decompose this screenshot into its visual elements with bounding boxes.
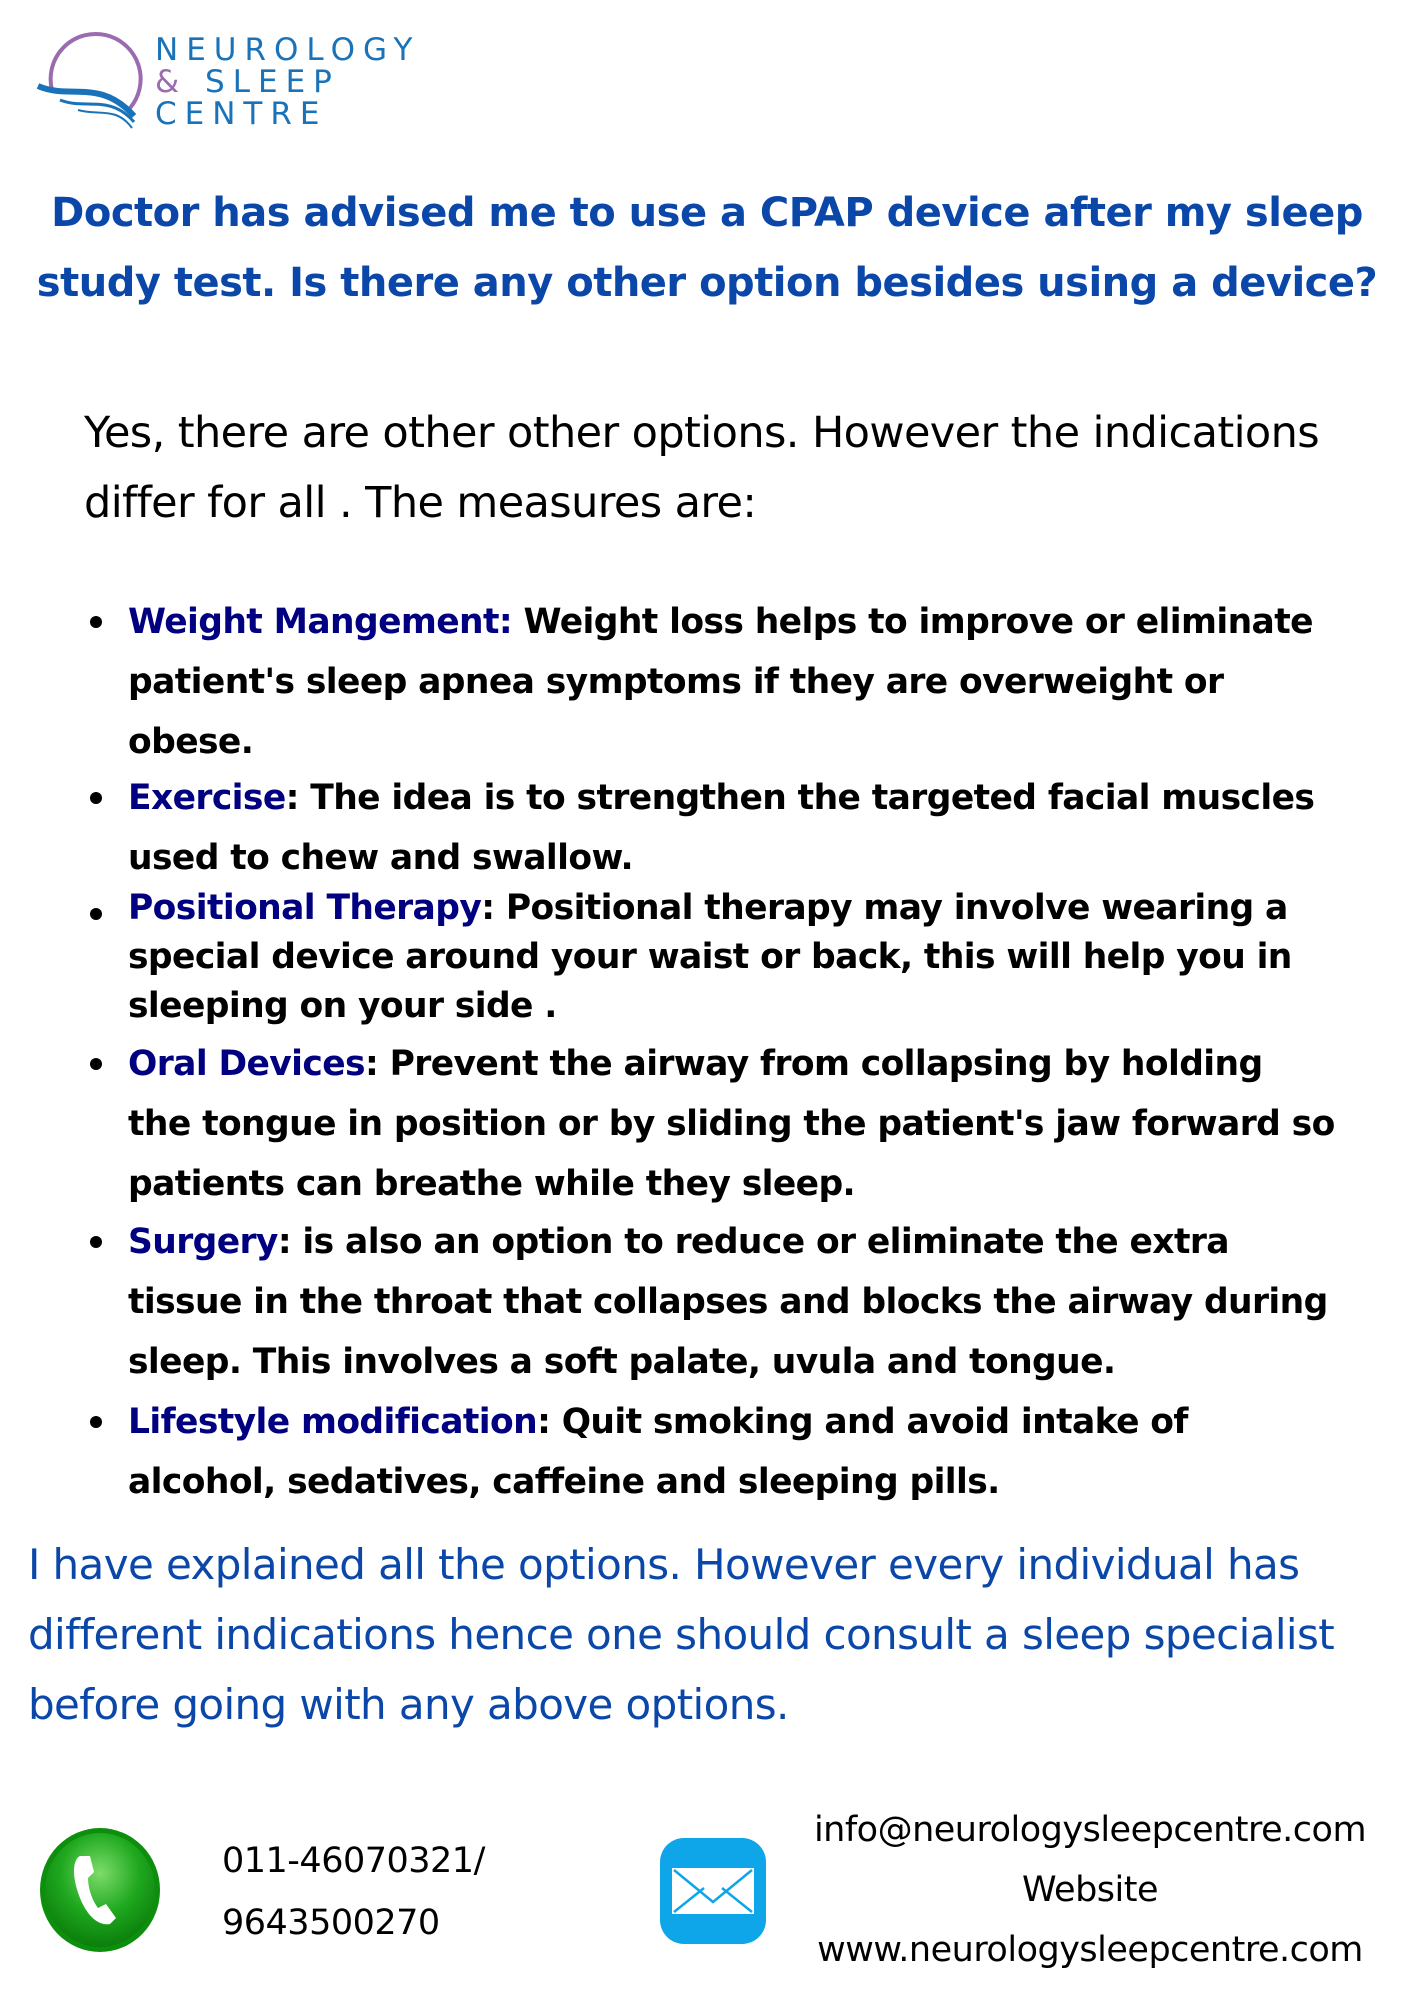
title-line-2: study test. Is there any other option besides using a device? bbox=[36, 260, 1378, 306]
intro-line-2: differ for all . The measures are: bbox=[84, 478, 757, 528]
logo-sleep-word: SLEEP bbox=[205, 64, 340, 100]
list-item-surgery bbox=[128, 1212, 1348, 1392]
measure-text: : The idea is to strengthen the targeted facial muscles bbox=[285, 778, 1315, 818]
measure-text: sleep. This involves a soft palate, uvula and tongue. bbox=[128, 1342, 1116, 1382]
closing-line-3: before going with any above options. bbox=[28, 1680, 789, 1729]
measure-text: : is also an option to reduce or eliminate the extra bbox=[277, 1222, 1229, 1262]
measure-text: special device around your waist or back, this will help you in bbox=[128, 937, 1292, 977]
phone-number-1[interactable]: 011-46070321/ bbox=[222, 1841, 485, 1881]
measure-text: used to chew and swallow. bbox=[128, 838, 634, 878]
measure-text: the tongue in position or by sliding the patient's jaw forward so bbox=[128, 1104, 1335, 1144]
measure-text: : Positional therapy may involve wearing a bbox=[481, 888, 1288, 928]
list-item-weight-management bbox=[128, 592, 1348, 772]
measure-text: alcohol, sedatives, caffeine and sleeping pills. bbox=[128, 1462, 1000, 1502]
list-item-exercise bbox=[128, 768, 1348, 888]
phone-numbers bbox=[222, 1830, 485, 1954]
page-title bbox=[20, 178, 1394, 318]
measure-text: tissue in the throat that collapses and blocks the airway during bbox=[128, 1282, 1328, 1322]
website-link[interactable]: www.neurologysleepcentre.com bbox=[817, 1930, 1363, 1970]
logo-line-neurology: NEUROLOGY bbox=[155, 32, 421, 68]
measure-text: obese. bbox=[128, 722, 254, 762]
logo-line-sleep bbox=[155, 66, 340, 98]
list-item-positional-therapy bbox=[128, 884, 1348, 1031]
list-item-oral-devices bbox=[128, 1034, 1348, 1214]
logo-ampersand: & bbox=[155, 64, 188, 100]
closing-line-1: I have explained all the options. However every individual has bbox=[28, 1540, 1300, 1589]
measure-text: : Prevent the airway from collapsing by holding bbox=[365, 1044, 1263, 1084]
envelope-icon bbox=[660, 1838, 766, 1944]
closing-paragraph bbox=[28, 1530, 1398, 1740]
title-line-1: Doctor has advised me to use a CPAP device after my sleep bbox=[51, 190, 1363, 236]
measure-label: Oral Devices bbox=[128, 1044, 365, 1084]
clinic-logo bbox=[30, 28, 421, 138]
measure-label: Weight Mangement: bbox=[128, 602, 513, 642]
intro-line-1: Yes, there are other other options. However the indications bbox=[84, 408, 1320, 458]
measure-text: patients can breathe while they sleep. bbox=[128, 1164, 856, 1204]
contact-info bbox=[790, 1800, 1390, 1980]
measure-text: : Quit smoking and avoid intake of bbox=[537, 1402, 1188, 1442]
website-label: Website bbox=[1021, 1870, 1159, 1910]
measure-label: Exercise bbox=[128, 778, 286, 818]
phone-number-2[interactable]: 9643500270 bbox=[222, 1903, 440, 1943]
phone-icon bbox=[36, 1826, 164, 1954]
logo-arc-wave-icon bbox=[30, 28, 150, 138]
measure-text: patient's sleep apnea symptoms if they are overweight or bbox=[128, 662, 1224, 702]
measure-label: Surgery bbox=[128, 1222, 278, 1262]
measure-text: sleeping on your side . bbox=[128, 986, 557, 1026]
list-item-lifestyle-modification bbox=[128, 1392, 1348, 1512]
intro-paragraph bbox=[84, 398, 1374, 538]
measure-label: Positional Therapy bbox=[128, 888, 482, 928]
logo-line-centre: CENTRE bbox=[155, 96, 328, 132]
email-link[interactable]: info@neurologysleepcentre.com bbox=[813, 1810, 1367, 1850]
measure-label: Lifestyle modification bbox=[128, 1402, 538, 1442]
measure-text: Weight loss helps to improve or eliminate bbox=[512, 602, 1313, 642]
closing-line-2: different indications hence one should consult a sleep specialist bbox=[28, 1610, 1335, 1659]
